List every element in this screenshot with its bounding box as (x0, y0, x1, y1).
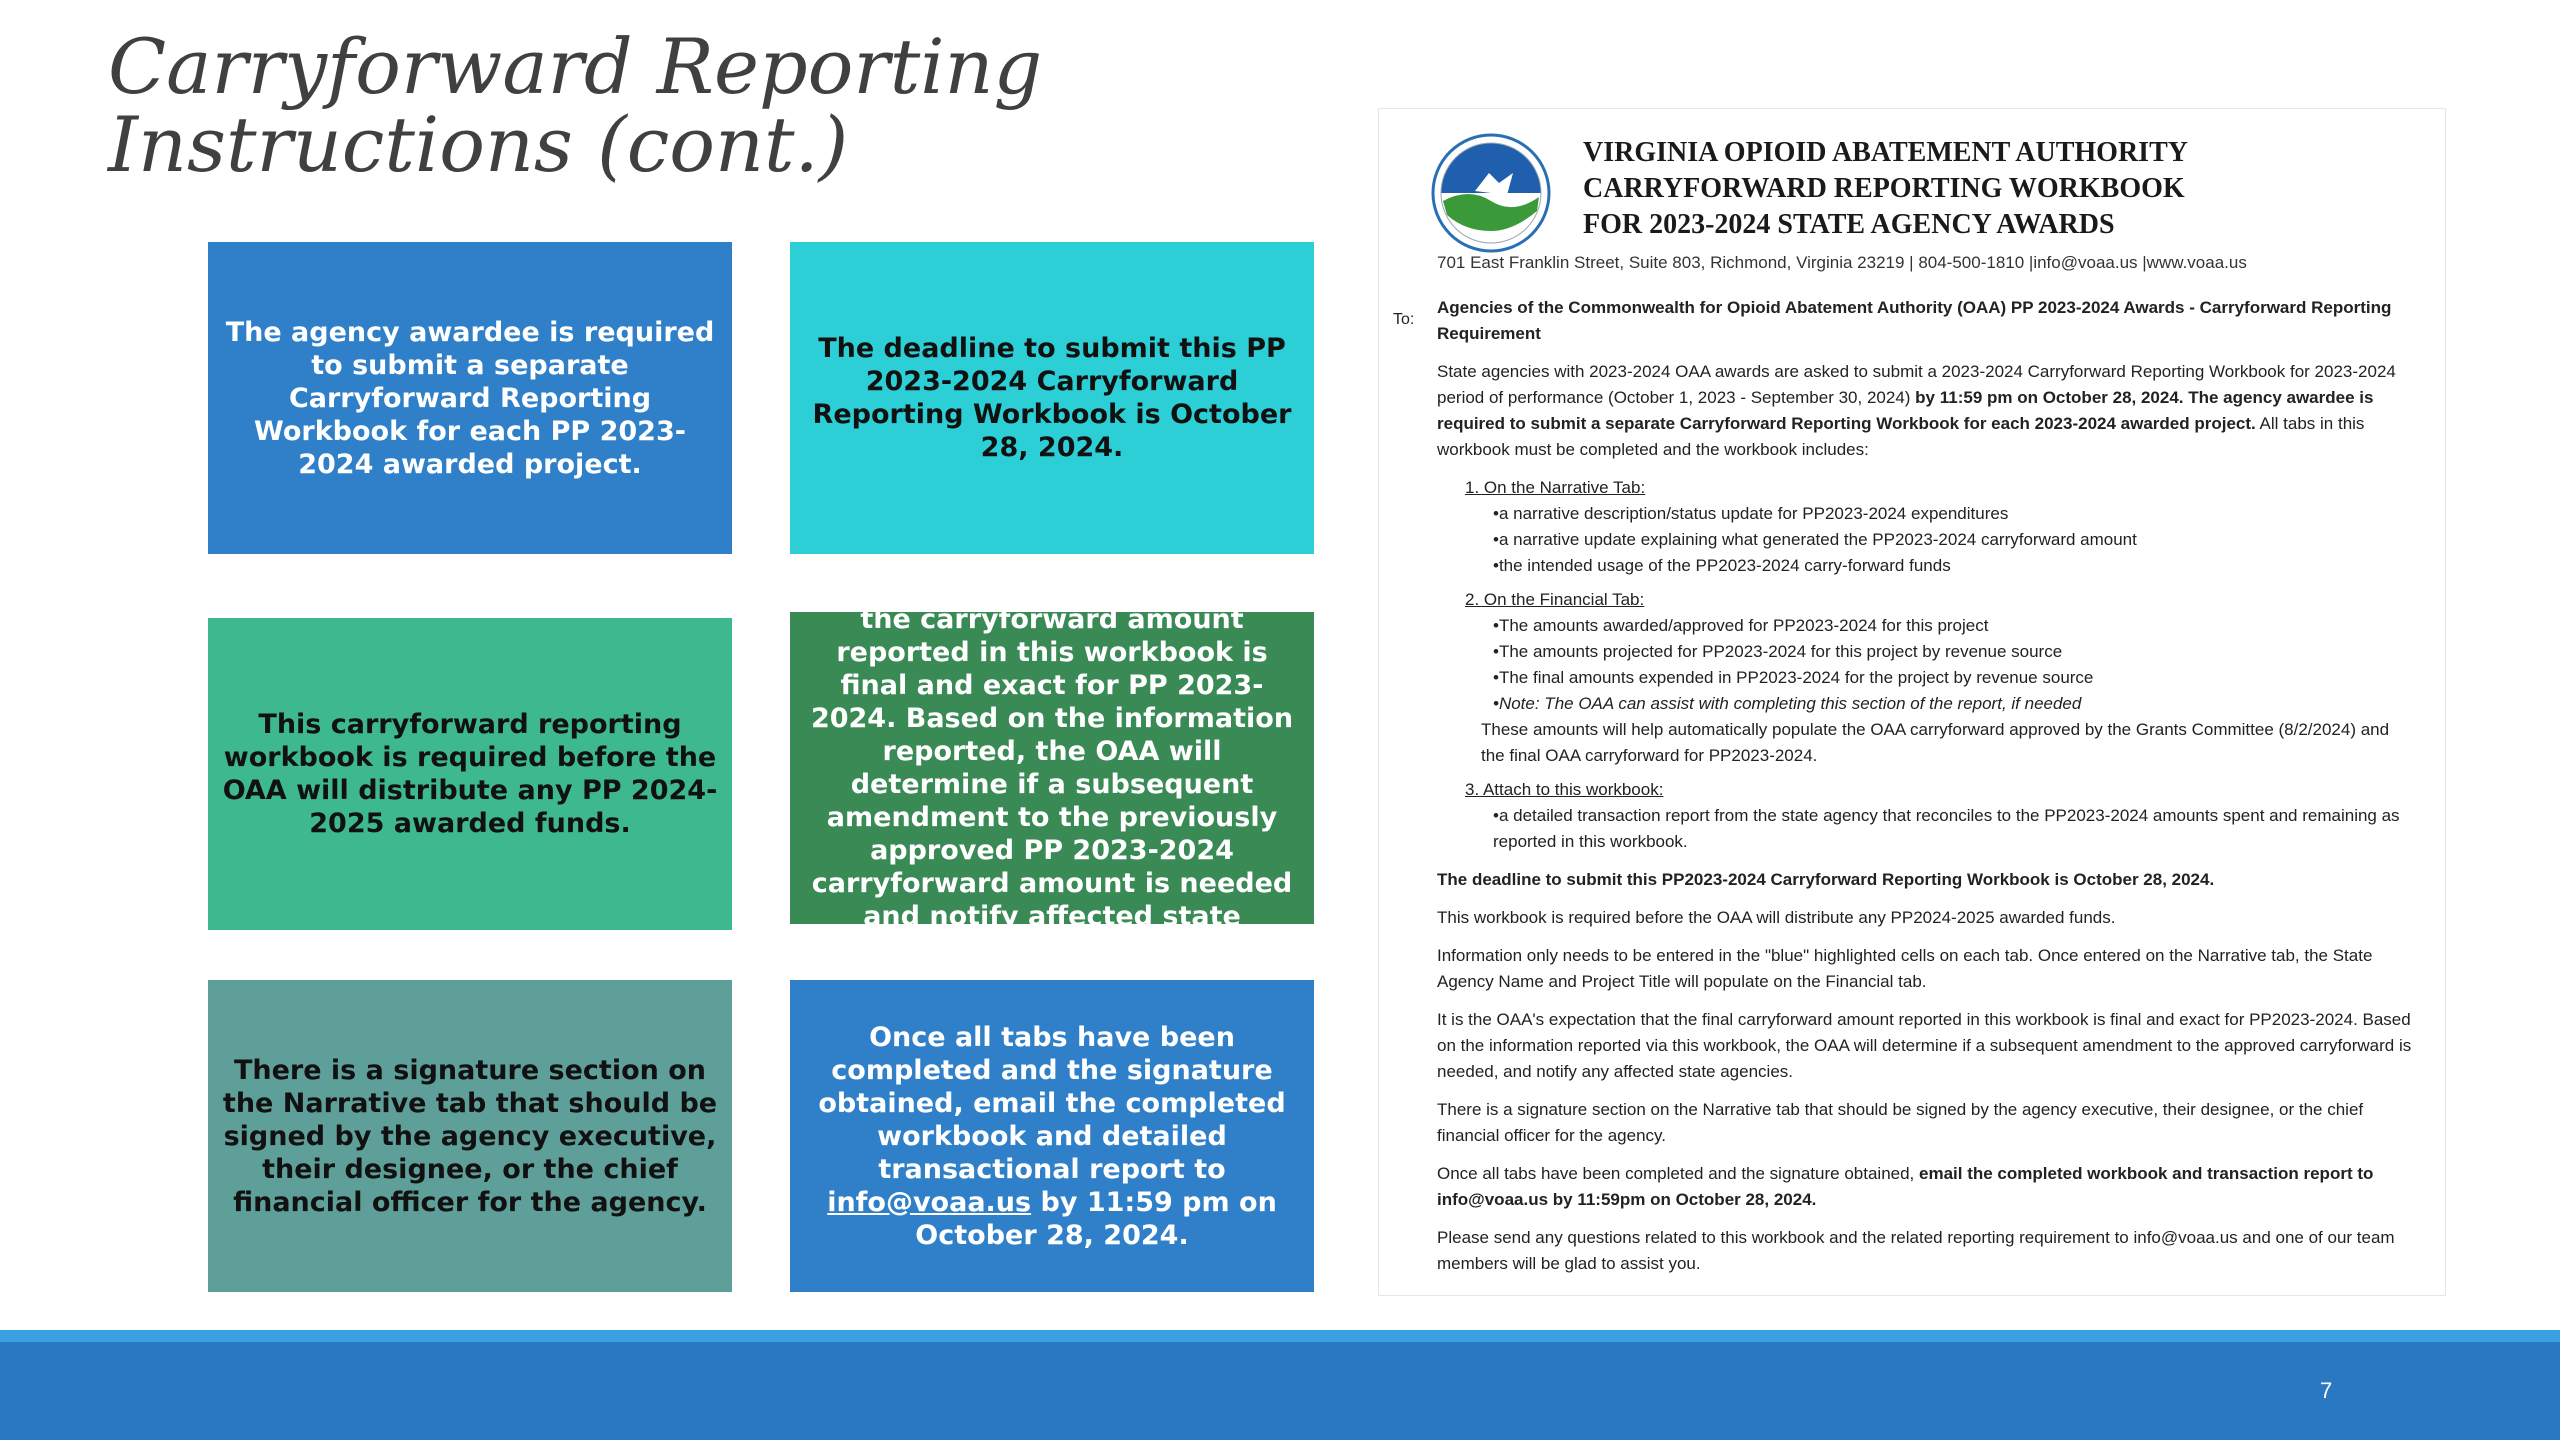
info-box-separate-workbook (208, 242, 732, 554)
info-box-expectation (790, 571, 1314, 965)
info-box-text: The agency awardee is required to submit a separate Carryforward Reporting Workbook for each PP 2023-2024 awarded project. (225, 316, 715, 480)
info-box-signature (208, 980, 732, 1292)
footer-bar (0, 1330, 2560, 1440)
attach-item: •a detailed transaction report from the state agency that reconciles to the PP2023-2024 amounts spent and remaining as reported in this workbook. (1493, 806, 2400, 851)
document-heading (1583, 135, 2188, 243)
narrative-item: •the intended usage of the PP2023-2024 carry-forward funds (1493, 556, 1951, 575)
email-bold-text: email the completed workbook and transaction report to info@voaa.us by 11:59pm on October 28, 2024. (1437, 1164, 2374, 1209)
info-box-text: There is a signature section on the Narrative tab that should be signed by the agency executive, their designee, or the chief financial officer for the agency. (222, 1054, 718, 1218)
intro-paragraph (1437, 359, 2417, 463)
info-box-required-before-distribution (208, 618, 732, 930)
footer-stripe (0, 1330, 2560, 1342)
to-recipient: Agencies of the Commonwealth for Opioid Abatement Authority (OAA) PP 2023-2024 Awards - Carryforward Reporting Requirement (1437, 298, 2392, 343)
slide-title (108, 22, 1043, 189)
email-paragraph (1437, 1161, 2417, 1213)
to-label: To: (1393, 311, 1415, 328)
questions-paragraph: Please send any questions related to this workbook and the related reporting requirement to info@voaa.us and one of our team members will be glad to assist you. (1437, 1228, 2395, 1273)
email-text: Once all tabs have been completed and the signature obtained, (1437, 1164, 1920, 1183)
document-address: 701 East Franklin Street, Suite 803, Richmond, Virginia 23219 | 804-500-1810 |info@voaa.us |www.voaa.us (1437, 253, 2247, 272)
narrative-item: •a narrative update explaining what generated the PP2023-2024 carryforward amount (1493, 530, 2137, 549)
financial-continuation: These amounts will help automatically populate the OAA carryforward approved by the Grants Committee (8/2/2024) and the final OAA carryforward for PP2023-2024. (1481, 720, 2390, 765)
blue-cells-paragraph: Information only needs to be entered in the "blue" highlighted cells on each tab. Once entered on the Narrative tab, the State Agency Name and Project Title will populate on the Financial tab. (1437, 946, 2373, 991)
info-box-text: The deadline to submit this PP 2023-2024 Carryforward Reporting Workbook is October 28, 2024. (812, 333, 1292, 463)
section-narrative-title: 1. On the Narrative Tab: (1465, 478, 1646, 497)
intro-bold-text: by 11:59 pm on October 28, 2024. The agency awardee is required to submit a separate Carryforward Reporting Workbook for each 2023-2024 awarded project. (1437, 388, 2374, 433)
document-heading-line-2: CARRYFORWARD REPORTING WORKBOOK (1583, 173, 2185, 204)
financial-item: •The amounts projected for PP2023-2024 for this project by revenue source (1493, 642, 2063, 661)
info-box-deadline (790, 242, 1314, 554)
info-box-text: It is the OAA’s expectation that the carryforward amount reported in this workbook is final and exact for PP 2023-2024. Based on the information reported, the OAA will determine if a subsequent amendment to the previously approved PP 2023-2024 carryforward amount is needed and notify affected state agencies. (810, 571, 1294, 965)
slide-number: 7 (2320, 1378, 2333, 1403)
section-financial-title: 2. On the Financial Tab: (1465, 590, 1645, 609)
document-body (1437, 295, 2417, 1289)
email-box-text-before: Once all tabs have been completed and the signature obtained, email the completed workbook and detailed transactional report to (818, 1021, 1286, 1185)
expectation-paragraph: It is the OAA's expectation that the final carryforward amount reported in this workbook is final and exact for PP2023-2024. Based on the information reported via this workbook, the OAA will determine if a subsequent amendment to the approved carryforward is needed, and notify any affected state agencies. (1437, 1010, 2412, 1081)
intro-text: State agencies with 2023-2024 OAA awards are asked to submit a 2023-2024 Carryforward Reporting Workbook for 2023-2024 period of performance (October 1, 2023 - September 30, 2024) (1437, 362, 2396, 407)
slide-title-line-2: Instructions (cont.) (108, 100, 849, 189)
info-box-text (802, 1021, 1302, 1252)
financial-item: •The amounts awarded/approved for PP2023-2024 for this project (1493, 616, 1989, 635)
financial-item: •The final amounts expended in PP2023-2024 for the project by revenue source (1493, 668, 2094, 687)
document-heading-line-3: FOR 2023-2024 STATE AGENCY AWARDS (1583, 209, 2115, 240)
intro-end-text: All tabs in this workbook must be completed and the workbook includes: (1437, 414, 2365, 459)
required-paragraph: This workbook is required before the OAA will distribute any PP2024-2025 awarded funds. (1437, 908, 2116, 927)
deadline-paragraph: The deadline to submit this PP2023-2024 Carryforward Reporting Workbook is October 28, 2024. (1437, 870, 2215, 889)
narrative-item: •a narrative description/status update for PP2023-2024 expenditures (1493, 504, 2009, 523)
financial-note: •Note: The OAA can assist with completing this section of the report, if needed (1493, 694, 2082, 713)
email-box-text-after: by 11:59 pm on October 28, 2024. (915, 1186, 1277, 1251)
info-box-email-submission (790, 980, 1314, 1292)
info-box-text: This carryforward reporting workbook is required before the OAA will distribute any PP 2024-2025 awarded funds. (222, 709, 718, 839)
slide-title-line-1: Carryforward Reporting (108, 22, 1043, 111)
workbook-document-preview (1378, 108, 2446, 1296)
signature-paragraph: There is a signature section on the Narrative tab that should be signed by the agency executive, their designee, or the chief financial officer for the agency. (1437, 1100, 2364, 1145)
document-heading-line-1: VIRGINIA OPIOID ABATEMENT AUTHORITY (1583, 137, 2188, 168)
section-attach-title: 3. Attach to this workbook: (1465, 780, 1664, 799)
email-link[interactable]: info@voaa.us (827, 1186, 1032, 1218)
voaa-seal-icon (1429, 131, 1553, 255)
